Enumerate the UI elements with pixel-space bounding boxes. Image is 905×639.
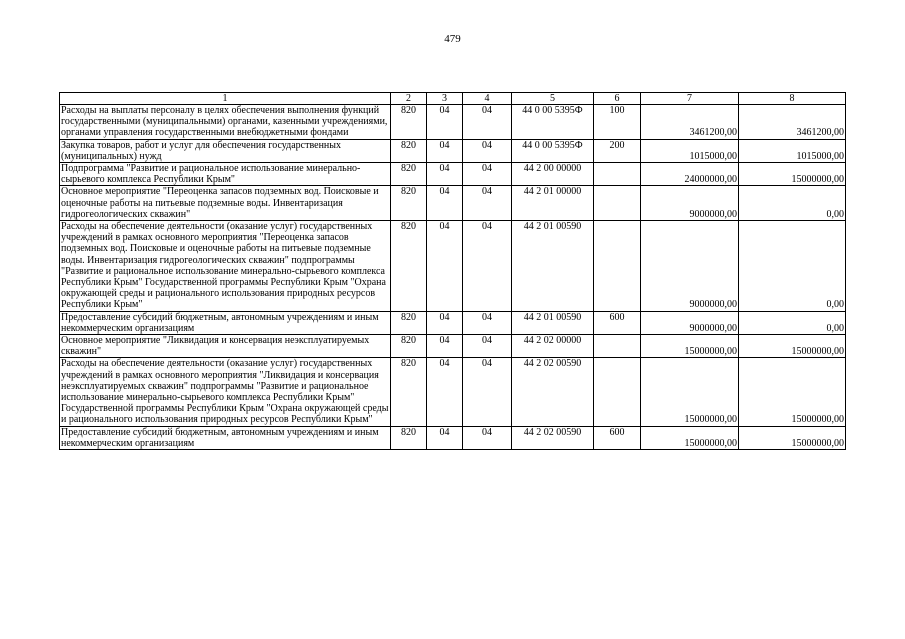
- cell-ministry: 820: [391, 163, 427, 186]
- cell-amount-1: 9000000,00: [641, 221, 739, 312]
- cell-ministry: 820: [391, 139, 427, 162]
- cell-amount-1: 9000000,00: [641, 186, 739, 221]
- header-cell: 2: [391, 93, 427, 105]
- cell-amount-2: 15000000,00: [739, 358, 846, 426]
- cell-ministry: 820: [391, 358, 427, 426]
- cell-section: 04: [427, 163, 463, 186]
- header-cell: 1: [60, 93, 391, 105]
- header-cell: 6: [594, 93, 641, 105]
- cell-amount-1: 9000000,00: [641, 311, 739, 334]
- header-cell: 3: [427, 93, 463, 105]
- cell-amount-2: 1015000,00: [739, 139, 846, 162]
- cell-amount-2: 15000000,00: [739, 163, 846, 186]
- cell-subsection: 04: [463, 311, 512, 334]
- table-row: [60, 426, 846, 449]
- cell-amount-1: 15000000,00: [641, 426, 739, 449]
- row-name: Предоставление субсидий бюджетным, автономным учреждениям и иным некоммерческим организациям: [60, 311, 391, 334]
- table-row: [60, 139, 846, 162]
- cell-subsection: 04: [463, 358, 512, 426]
- cell-amount-1: 24000000,00: [641, 163, 739, 186]
- cell-section: 04: [427, 139, 463, 162]
- header-cell: 5: [512, 93, 594, 105]
- cell-amount-1: 3461200,00: [641, 105, 739, 140]
- cell-expense-type: [594, 221, 641, 312]
- cell-subsection: 04: [463, 221, 512, 312]
- table-header-row: [60, 93, 846, 105]
- table-row: [60, 105, 846, 140]
- cell-expense-type: [594, 163, 641, 186]
- table-row: [60, 186, 846, 221]
- row-name: Подпрограмма "Развитие и рациональное использование минерально-сырьевого комплекса Республики Крым": [60, 163, 391, 186]
- cell-subsection: 04: [463, 139, 512, 162]
- cell-ministry: 820: [391, 105, 427, 140]
- cell-target-article: 44 2 01 00590: [512, 311, 594, 334]
- cell-amount-2: 3461200,00: [739, 105, 846, 140]
- cell-ministry: 820: [391, 426, 427, 449]
- table-row: [60, 221, 846, 312]
- cell-target-article: 44 2 02 00590: [512, 426, 594, 449]
- cell-ministry: 820: [391, 221, 427, 312]
- cell-subsection: 04: [463, 186, 512, 221]
- cell-section: 04: [427, 186, 463, 221]
- cell-target-article: 44 2 01 00590: [512, 221, 594, 312]
- cell-amount-2: 0,00: [739, 221, 846, 312]
- cell-expense-type: [594, 186, 641, 221]
- cell-amount-2: 15000000,00: [739, 335, 846, 358]
- table-row: [60, 335, 846, 358]
- cell-target-article: 44 2 00 00000: [512, 163, 594, 186]
- table-row: [60, 358, 846, 426]
- cell-amount-2: 0,00: [739, 186, 846, 221]
- cell-expense-type: 200: [594, 139, 641, 162]
- cell-target-article: 44 2 02 00000: [512, 335, 594, 358]
- cell-ministry: 820: [391, 186, 427, 221]
- cell-target-article: 44 0 00 5395Ф: [512, 105, 594, 140]
- cell-section: 04: [427, 358, 463, 426]
- cell-section: 04: [427, 311, 463, 334]
- cell-target-article: 44 0 00 5395Ф: [512, 139, 594, 162]
- cell-section: 04: [427, 426, 463, 449]
- cell-amount-1: 15000000,00: [641, 335, 739, 358]
- row-name: Основное мероприятие "Ликвидация и консервация неэксплуатируемых скважин": [60, 335, 391, 358]
- cell-subsection: 04: [463, 335, 512, 358]
- cell-section: 04: [427, 335, 463, 358]
- cell-target-article: 44 2 02 00590: [512, 358, 594, 426]
- cell-subsection: 04: [463, 163, 512, 186]
- header-cell: 8: [739, 93, 846, 105]
- cell-amount-2: 0,00: [739, 311, 846, 334]
- cell-ministry: 820: [391, 335, 427, 358]
- cell-expense-type: 100: [594, 105, 641, 140]
- cell-subsection: 04: [463, 426, 512, 449]
- cell-expense-type: 600: [594, 426, 641, 449]
- cell-section: 04: [427, 221, 463, 312]
- cell-amount-1: 15000000,00: [641, 358, 739, 426]
- cell-subsection: 04: [463, 105, 512, 140]
- cell-amount-2: 15000000,00: [739, 426, 846, 449]
- row-name: Закупка товаров, работ и услуг для обеспечения государственных (муниципальных) нужд: [60, 139, 391, 162]
- header-cell: 7: [641, 93, 739, 105]
- cell-target-article: 44 2 01 00000: [512, 186, 594, 221]
- row-name: Расходы на обеспечение деятельности (оказание услуг) государственных учреждений в рамках основного мероприятия "Ликвидация и консервация неэксплуатируемых скважин" подпрограммы "Развитие и рациональное использование минерально-сырьевого комплекса Республики Крым" Государственной программы Республики Крым "Охрана окружающей среды и рационального использования природных ресурсов Республики Крым": [60, 358, 391, 426]
- row-name: Расходы на выплаты персоналу в целях обеспечения выполнения функций государственными (муниципальными) органами, казенными учреждениями, органами управления государственными внебюджетными фондами: [60, 105, 391, 140]
- cell-expense-type: [594, 358, 641, 426]
- table-row: [60, 311, 846, 334]
- page-number: 479: [444, 33, 461, 45]
- row-name: Расходы на обеспечение деятельности (оказание услуг) государственных учреждений в рамках основного мероприятия "Переоценка запасов подземных вод. Поисковые и оценочные работы на питьевые подземные воды. Инвентаризация гидрогеологических скважин" подпрограммы "Развитие и рациональное использование минерально-сырьевого комплекса Республики Крым" Государственной программы Республики Крым "Охрана окружающей среды и рационального использования природных ресурсов Республики Крым": [60, 221, 391, 312]
- row-name: Предоставление субсидий бюджетным, автономным учреждениям и иным некоммерческим организациям: [60, 426, 391, 449]
- cell-section: 04: [427, 105, 463, 140]
- header-cell: 4: [463, 93, 512, 105]
- cell-expense-type: 600: [594, 311, 641, 334]
- cell-expense-type: [594, 335, 641, 358]
- cell-amount-1: 1015000,00: [641, 139, 739, 162]
- budget-table: [59, 92, 846, 450]
- table-row: [60, 163, 846, 186]
- row-name: Основное мероприятие "Переоценка запасов подземных вод. Поисковые и оценочные работы на питьевые подземные воды. Инвентаризация гидрогеологических скважин": [60, 186, 391, 221]
- cell-ministry: 820: [391, 311, 427, 334]
